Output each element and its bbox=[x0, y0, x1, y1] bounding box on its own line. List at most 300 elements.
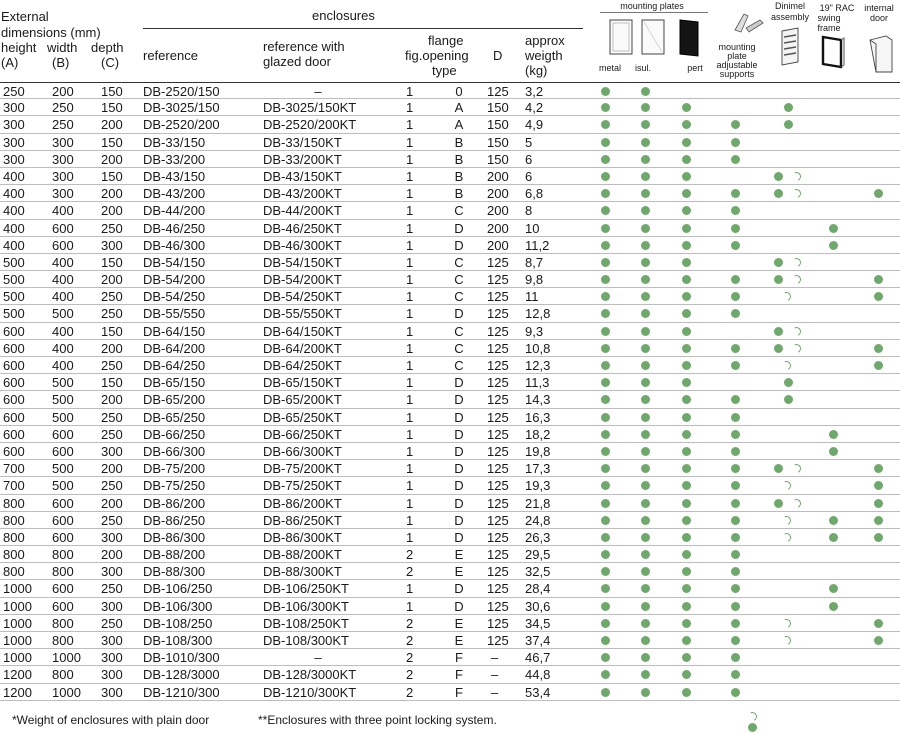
cell-weight: 12,3 bbox=[525, 358, 551, 373]
table-row bbox=[0, 185, 900, 202]
cell-depth: 150 bbox=[101, 134, 123, 150]
header-flange-1: flange bbox=[428, 33, 464, 48]
mark-insulated-plate bbox=[641, 550, 650, 559]
cell-reference-glazed: DB-43/200KT bbox=[263, 186, 342, 202]
header-metal: metal bbox=[598, 63, 621, 73]
cell-opening-type: F bbox=[455, 667, 463, 683]
mark-rac-frame bbox=[829, 430, 838, 439]
cell-flange-fig: 1 bbox=[406, 461, 414, 477]
table-row bbox=[0, 340, 900, 357]
mark-internal-door bbox=[874, 361, 883, 370]
mark-adjustable-supports bbox=[731, 224, 740, 233]
mark-adjustable-supports bbox=[731, 275, 740, 284]
cell-depth: 200 bbox=[101, 392, 123, 408]
cell-depth: 300 bbox=[101, 598, 123, 614]
cell-width: 400 bbox=[52, 340, 74, 356]
cell-width: 500 bbox=[52, 409, 74, 425]
cell-reference: DB-86/300 bbox=[143, 529, 206, 545]
mark-dinimel bbox=[774, 275, 783, 284]
header-internal-2: door bbox=[869, 13, 888, 23]
metal-plate-icon bbox=[608, 18, 634, 56]
cell-height: 250 bbox=[3, 84, 25, 99]
cell-reference: DB-33/200 bbox=[143, 151, 206, 167]
mark-metal-plate bbox=[601, 584, 610, 593]
cell-depth: 250 bbox=[101, 409, 123, 425]
mark-pert-plate bbox=[682, 224, 691, 233]
cell-reference-glazed: DB-1210/300KT bbox=[263, 684, 357, 700]
cell-height: 300 bbox=[3, 134, 25, 150]
cell-height: 400 bbox=[3, 203, 25, 219]
cell-depth: 200 bbox=[101, 117, 123, 133]
cell-D: 200 bbox=[487, 203, 509, 219]
cell-depth: 250 bbox=[101, 581, 123, 597]
cell-opening-type: D bbox=[454, 237, 464, 253]
header-pert: pert bbox=[687, 63, 703, 73]
cell-flange-fig: 2 bbox=[406, 547, 414, 563]
cell-width: 600 bbox=[52, 529, 74, 545]
cell-height: 1200 bbox=[3, 667, 32, 683]
cell-D: 125 bbox=[487, 512, 509, 528]
mark-pert-plate bbox=[682, 378, 691, 387]
table-row bbox=[0, 426, 900, 443]
cell-flange-fig: 2 bbox=[406, 684, 414, 700]
cell-reference-glazed: DB-54/250KT bbox=[263, 289, 342, 305]
mark-pert-plate bbox=[682, 120, 691, 129]
header-D: D bbox=[493, 48, 503, 63]
cell-weight: 11 bbox=[525, 289, 539, 305]
cell-reference: DB-86/250 bbox=[143, 512, 206, 528]
mark-metal-plate bbox=[601, 636, 610, 645]
cell-flange-fig: 2 bbox=[406, 564, 414, 580]
cell-reference: DB-66/250 bbox=[143, 426, 206, 442]
cell-opening-type: E bbox=[454, 633, 464, 648]
cell-width: 500 bbox=[52, 478, 74, 494]
cell-depth: 200 bbox=[101, 461, 123, 477]
cell-reference-glazed: DB-86/200KT bbox=[263, 495, 342, 511]
mark-adjustable-supports bbox=[731, 120, 740, 129]
cell-reference: DB-2520/200 bbox=[143, 117, 220, 133]
mark-pert-plate bbox=[682, 516, 691, 525]
cell-width: 600 bbox=[52, 512, 74, 528]
cell-width: 300 bbox=[52, 168, 74, 184]
cell-depth: 250 bbox=[101, 306, 123, 322]
cell-opening-type: B bbox=[454, 186, 464, 202]
cell-height: 1000 bbox=[3, 581, 32, 597]
cell-opening-type: D bbox=[454, 478, 464, 494]
mark-metal-plate bbox=[601, 533, 610, 542]
cell-depth: 300 bbox=[101, 443, 123, 459]
cell-flange-fig: 1 bbox=[406, 203, 414, 219]
cell-reference-glazed: DB-65/200KT bbox=[263, 392, 342, 408]
cell-depth: 300 bbox=[101, 529, 123, 545]
cell-reference-glazed: DB-88/300KT bbox=[263, 564, 342, 580]
cell-reference-glazed: DB-64/150KT bbox=[263, 323, 342, 339]
cell-D: 125 bbox=[487, 84, 509, 99]
cell-reference-glazed: DB-64/200KT bbox=[263, 340, 342, 356]
mark-internal-door bbox=[874, 533, 883, 542]
cell-width: 400 bbox=[52, 289, 74, 305]
mark-dinimel-locking bbox=[791, 171, 803, 183]
table-row bbox=[0, 237, 900, 254]
mark-metal-plate bbox=[601, 481, 610, 490]
cell-width: 400 bbox=[52, 272, 74, 288]
header-reference-glazed-1: reference with bbox=[263, 39, 345, 54]
cell-D: 125 bbox=[487, 581, 509, 597]
cell-depth: 250 bbox=[101, 426, 123, 442]
cell-opening-type: C bbox=[454, 272, 464, 288]
cell-D: 125 bbox=[487, 426, 509, 442]
enclosures-rule bbox=[143, 28, 583, 29]
mark-insulated-plate bbox=[641, 103, 650, 112]
cell-reference-glazed: DB-43/150KT bbox=[263, 168, 342, 184]
mark-adjustable-supports bbox=[731, 567, 740, 576]
cell-D: 125 bbox=[487, 289, 509, 305]
footer-note-weight: *Weight of enclosures with plain door bbox=[12, 713, 210, 727]
cell-flange-fig: 1 bbox=[406, 100, 414, 116]
mark-pert-plate bbox=[682, 619, 691, 628]
cell-reference-glazed: DB-66/300KT bbox=[263, 443, 342, 459]
cell-flange-fig: 1 bbox=[406, 254, 414, 270]
cell-depth: 150 bbox=[101, 84, 123, 99]
cell-reference: DB-3025/150 bbox=[143, 100, 220, 116]
mark-metal-plate bbox=[601, 155, 610, 164]
table-row bbox=[0, 254, 900, 271]
cell-opening-type: A bbox=[454, 100, 464, 116]
cell-reference-glazed: DB-106/300KT bbox=[263, 598, 349, 614]
mark-dinimel-locking bbox=[791, 257, 803, 269]
mark-pert-plate bbox=[682, 275, 691, 284]
mark-dinimel-locking bbox=[791, 325, 803, 337]
cell-reference-glazed: DB-65/250KT bbox=[263, 409, 342, 425]
header-adj-4: supports bbox=[719, 69, 755, 79]
cell-reference-glazed: DB-108/250KT bbox=[263, 615, 349, 631]
mark-metal-plate bbox=[601, 344, 610, 353]
mark-adjustable-supports bbox=[731, 189, 740, 198]
mark-rac-frame bbox=[829, 584, 838, 593]
cell-weight: 17,3 bbox=[525, 461, 551, 477]
adjustable-supports-icon bbox=[732, 10, 766, 36]
mark-internal-door bbox=[874, 636, 883, 645]
header-width-code: (B) bbox=[52, 55, 70, 70]
mark-metal-plate bbox=[601, 241, 610, 250]
mark-pert-plate bbox=[682, 103, 691, 112]
cell-weight: 30,6 bbox=[525, 598, 551, 614]
table-row bbox=[0, 151, 900, 168]
mark-insulated-plate bbox=[641, 361, 650, 370]
mark-insulated-plate bbox=[641, 344, 650, 353]
cell-opening-type: D bbox=[454, 495, 464, 511]
mark-insulated-plate bbox=[641, 602, 650, 611]
mark-metal-plate bbox=[601, 619, 610, 628]
cell-flange-fig: 1 bbox=[406, 426, 414, 442]
table-row bbox=[0, 684, 900, 701]
mark-pert-plate bbox=[682, 670, 691, 679]
mark-insulated-plate bbox=[641, 619, 650, 628]
cell-height: 300 bbox=[3, 100, 25, 116]
mark-internal-door bbox=[874, 189, 883, 198]
mark-internal-door bbox=[874, 464, 883, 473]
mark-insulated-plate bbox=[641, 499, 650, 508]
cell-reference-glazed: – bbox=[314, 84, 322, 99]
cell-reference-glazed: DB-54/200KT bbox=[263, 272, 342, 288]
cell-weight: 9,3 bbox=[525, 323, 544, 339]
cell-reference: DB-46/250 bbox=[143, 220, 206, 236]
table-row bbox=[0, 615, 900, 632]
cell-weight: 10,8 bbox=[525, 340, 551, 356]
cell-opening-type: D bbox=[454, 409, 464, 425]
cell-opening-type: D bbox=[454, 581, 464, 597]
table-row bbox=[0, 391, 900, 408]
cell-weight: 12,8 bbox=[525, 306, 551, 322]
table-row bbox=[0, 563, 900, 580]
cell-height: 1000 bbox=[3, 633, 32, 648]
mark-metal-plate bbox=[601, 224, 610, 233]
cell-D: 150 bbox=[487, 134, 509, 150]
cell-weight: 29,5 bbox=[525, 547, 551, 563]
mark-dinimel-locking bbox=[791, 343, 803, 355]
table-row bbox=[0, 598, 900, 615]
cell-width: 800 bbox=[52, 633, 74, 648]
mark-adjustable-supports bbox=[731, 533, 740, 542]
cell-width: 500 bbox=[52, 461, 74, 477]
cell-flange-fig: 2 bbox=[406, 615, 414, 631]
cell-weight: 6 bbox=[525, 151, 533, 167]
cell-D: 125 bbox=[487, 547, 509, 563]
mark-insulated-plate bbox=[641, 224, 650, 233]
cell-opening-type: D bbox=[454, 461, 464, 477]
cell-reference-glazed: DB-55/550KT bbox=[263, 306, 342, 322]
cell-height: 500 bbox=[3, 254, 25, 270]
cell-reference-glazed: DB-46/250KT bbox=[263, 220, 342, 236]
enclosure-table bbox=[0, 82, 900, 701]
mark-internal-door bbox=[874, 292, 883, 301]
cell-width: 250 bbox=[52, 117, 74, 133]
cell-height: 600 bbox=[3, 409, 25, 425]
cell-weight: 34,5 bbox=[525, 615, 551, 631]
cell-width: 800 bbox=[52, 615, 74, 631]
header-dinimel-2: assembly bbox=[770, 12, 809, 22]
cell-height: 600 bbox=[3, 340, 25, 356]
mark-adjustable-supports bbox=[731, 241, 740, 250]
cell-D: 125 bbox=[487, 529, 509, 545]
mark-insulated-plate bbox=[641, 533, 650, 542]
cell-reference-glazed: DB-108/300KT bbox=[263, 633, 349, 648]
mark-adjustable-supports bbox=[731, 619, 740, 628]
cell-flange-fig: 1 bbox=[406, 237, 414, 253]
cell-depth: 250 bbox=[101, 289, 123, 305]
mark-insulated-plate bbox=[641, 430, 650, 439]
cell-width: 600 bbox=[52, 220, 74, 236]
cell-width: 250 bbox=[52, 100, 74, 116]
cell-reference-glazed: DB-2520/200KT bbox=[263, 117, 357, 133]
cell-height: 600 bbox=[3, 375, 25, 391]
table-row bbox=[0, 512, 900, 529]
cell-depth: 300 bbox=[101, 650, 123, 666]
cell-reference-glazed: DB-86/300KT bbox=[263, 529, 342, 545]
cell-reference: DB-44/200 bbox=[143, 203, 206, 219]
mark-dinimel-locking bbox=[781, 635, 793, 647]
mark-pert-plate bbox=[682, 447, 691, 456]
cell-reference: DB-65/250 bbox=[143, 409, 206, 425]
cell-depth: 300 bbox=[101, 667, 123, 683]
mark-metal-plate bbox=[601, 87, 610, 96]
cell-flange-fig: 1 bbox=[406, 272, 414, 288]
cell-reference-glazed: DB-75/200KT bbox=[263, 461, 342, 477]
dinimel-assembly-icon bbox=[778, 27, 802, 67]
header-flange-2: fig.opening bbox=[405, 48, 469, 63]
cell-width: 500 bbox=[52, 375, 74, 391]
table-row bbox=[0, 409, 900, 426]
mark-insulated-plate bbox=[641, 481, 650, 490]
mark-metal-plate bbox=[601, 550, 610, 559]
cell-weight: 5 bbox=[525, 134, 533, 150]
cell-width: 1000 bbox=[52, 684, 81, 700]
mark-dinimel-locking bbox=[781, 291, 793, 303]
mark-insulated-plate bbox=[641, 87, 650, 96]
mark-dinimel-locking bbox=[781, 360, 793, 372]
cell-reference-glazed: DB-64/250KT bbox=[263, 358, 342, 373]
mark-metal-plate bbox=[601, 499, 610, 508]
cell-D: 125 bbox=[487, 443, 509, 459]
cell-opening-type: C bbox=[454, 323, 464, 339]
cell-width: 500 bbox=[52, 306, 74, 322]
cell-reference: DB-64/200 bbox=[143, 340, 206, 356]
mark-metal-plate bbox=[601, 361, 610, 370]
cell-flange-fig: 1 bbox=[406, 375, 414, 391]
cell-opening-type: D bbox=[454, 220, 464, 236]
cell-width: 600 bbox=[52, 426, 74, 442]
mark-metal-plate bbox=[601, 189, 610, 198]
cell-height: 1000 bbox=[3, 598, 32, 614]
cell-reference-glazed: DB-86/250KT bbox=[263, 512, 342, 528]
mark-metal-plate bbox=[601, 516, 610, 525]
mark-adjustable-supports bbox=[731, 499, 740, 508]
cell-width: 800 bbox=[52, 547, 74, 563]
mark-insulated-plate bbox=[641, 206, 650, 215]
mark-pert-plate bbox=[682, 172, 691, 181]
cell-height: 800 bbox=[3, 495, 25, 511]
cell-reference: DB-55/550 bbox=[143, 306, 206, 322]
mark-metal-plate bbox=[601, 120, 610, 129]
mark-metal-plate bbox=[601, 395, 610, 404]
cell-flange-fig: 1 bbox=[406, 392, 414, 408]
cell-reference-glazed: DB-66/250KT bbox=[263, 426, 342, 442]
cell-height: 1200 bbox=[3, 684, 32, 700]
cell-height: 300 bbox=[3, 151, 25, 167]
cell-depth: 250 bbox=[101, 615, 123, 631]
cell-reference-glazed: DB-128/3000KT bbox=[263, 667, 357, 683]
cell-height: 400 bbox=[3, 237, 25, 253]
cell-D: 125 bbox=[487, 254, 509, 270]
cell-flange-fig: 1 bbox=[406, 134, 414, 150]
cell-flange-fig: 2 bbox=[406, 650, 414, 666]
mark-dinimel-locking bbox=[791, 188, 803, 200]
cell-weight: 4,9 bbox=[525, 117, 544, 133]
mark-adjustable-supports bbox=[731, 155, 740, 164]
mark-insulated-plate bbox=[641, 447, 650, 456]
cell-depth: 300 bbox=[101, 237, 123, 253]
table-row bbox=[0, 374, 900, 391]
cell-width: 300 bbox=[52, 134, 74, 150]
mark-insulated-plate bbox=[641, 464, 650, 473]
mark-adjustable-supports bbox=[731, 413, 740, 422]
mark-pert-plate bbox=[682, 292, 691, 301]
cell-height: 600 bbox=[3, 358, 25, 373]
table-row bbox=[0, 649, 900, 666]
header-rac-3: frame bbox=[817, 23, 841, 33]
mark-adjustable-supports bbox=[731, 447, 740, 456]
mark-rac-frame bbox=[829, 602, 838, 611]
cell-flange-fig: 2 bbox=[406, 633, 414, 648]
header-rac-2: swing bbox=[817, 13, 841, 23]
mark-dinimel bbox=[784, 395, 793, 404]
mark-internal-door bbox=[874, 619, 883, 628]
mark-adjustable-supports bbox=[731, 636, 740, 645]
cell-opening-type: E bbox=[454, 615, 464, 631]
mark-adjustable-supports bbox=[731, 395, 740, 404]
mark-adjustable-supports bbox=[731, 653, 740, 662]
mark-insulated-plate bbox=[641, 395, 650, 404]
cell-opening-type: C bbox=[454, 289, 464, 305]
cell-depth: 250 bbox=[101, 358, 123, 373]
cell-D: 150 bbox=[487, 151, 509, 167]
cell-depth: 200 bbox=[101, 186, 123, 202]
mounting-plates-rule bbox=[600, 12, 708, 13]
cell-weight: 26,3 bbox=[525, 529, 551, 545]
header-adj-2: plate bbox=[727, 51, 747, 61]
mark-adjustable-supports bbox=[731, 584, 740, 593]
table-row bbox=[0, 323, 900, 340]
cell-D: 125 bbox=[487, 323, 509, 339]
cell-reference-glazed: – bbox=[314, 650, 322, 666]
table-row bbox=[0, 99, 900, 116]
mark-adjustable-supports bbox=[731, 309, 740, 318]
cell-reference: DB-75/250 bbox=[143, 478, 206, 494]
cell-flange-fig: 1 bbox=[406, 186, 414, 202]
cell-opening-type: D bbox=[454, 375, 464, 391]
mark-pert-plate bbox=[682, 189, 691, 198]
cell-depth: 300 bbox=[101, 684, 123, 700]
mark-metal-plate bbox=[601, 172, 610, 181]
cell-reference: DB-46/300 bbox=[143, 237, 206, 253]
mark-metal-plate bbox=[601, 430, 610, 439]
cell-width: 800 bbox=[52, 564, 74, 580]
header-adj-1: mounting bbox=[718, 42, 756, 52]
header-width: width bbox=[47, 40, 78, 55]
mark-dinimel bbox=[784, 120, 793, 129]
mark-internal-door bbox=[874, 481, 883, 490]
cell-width: 200 bbox=[52, 84, 74, 99]
cell-depth: 150 bbox=[101, 254, 123, 270]
mark-adjustable-supports bbox=[731, 688, 740, 697]
mark-insulated-plate bbox=[641, 413, 650, 422]
cell-width: 300 bbox=[52, 151, 74, 167]
cell-height: 500 bbox=[3, 306, 25, 322]
cell-reference: DB-54/150 bbox=[143, 254, 206, 270]
cell-reference: DB-43/150 bbox=[143, 168, 206, 184]
legend-dot bbox=[748, 723, 757, 732]
table-row bbox=[0, 546, 900, 563]
cell-weight: 16,3 bbox=[525, 409, 551, 425]
cell-D: 125 bbox=[487, 564, 509, 580]
cell-reference: DB-54/250 bbox=[143, 289, 206, 305]
cell-reference-glazed: DB-44/200KT bbox=[263, 203, 342, 219]
mark-pert-plate bbox=[682, 550, 691, 559]
cell-flange-fig: 1 bbox=[406, 512, 414, 528]
cell-flange-fig: 1 bbox=[406, 306, 414, 322]
mark-dinimel bbox=[774, 172, 783, 181]
mark-insulated-plate bbox=[641, 670, 650, 679]
